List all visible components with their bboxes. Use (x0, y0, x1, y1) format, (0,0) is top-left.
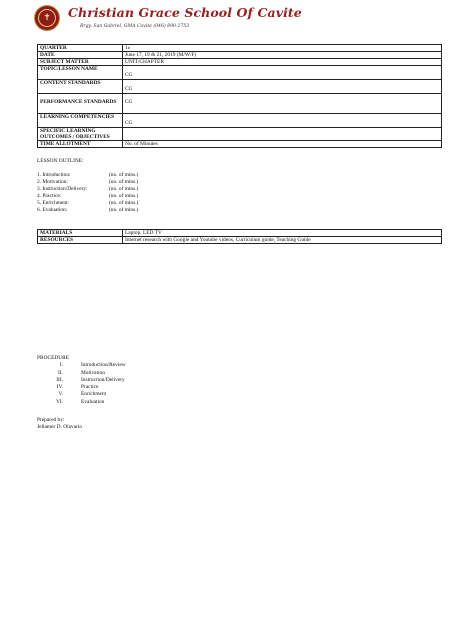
row-value-specific-outcomes (123, 128, 442, 141)
materials-value: Laptop, LED TV (123, 230, 442, 237)
outline-item-duration: (no. of mins.) (109, 207, 139, 213)
list-item (37, 377, 237, 384)
outline-item-label: 4. Practice: (37, 193, 62, 199)
procedure-number: III. (56, 376, 63, 383)
procedure-step: Practice (81, 384, 99, 391)
row-label-date: DATE (38, 52, 123, 59)
row-value-quarter (123, 45, 442, 52)
table-row (38, 237, 442, 244)
list-item (37, 179, 237, 186)
list-item (37, 391, 237, 398)
list-item (37, 384, 237, 391)
list-item (37, 362, 237, 369)
resources-value: Internet research with Google and Youtube videos, Curriculum guide, Teaching Guide (123, 237, 442, 244)
table-row (38, 52, 442, 59)
outline-item-label: 2. Motivation: (37, 179, 68, 185)
outline-item-duration: (no. of mins.) (109, 186, 139, 192)
school-name: Christian Grace School Of Cavite (68, 5, 302, 20)
table-row (38, 80, 442, 94)
procedure-number: IV. (56, 384, 63, 391)
row-value-time-allotment: No. of Minutes (123, 141, 442, 148)
procedure-step: Motivation (81, 369, 105, 376)
procedure-number: I. (59, 362, 63, 369)
row-value-performance-standards: CG (123, 94, 442, 114)
table-row (38, 94, 442, 114)
list-item (37, 370, 237, 377)
procedure-step: Enrichment (81, 391, 107, 398)
list-item (37, 172, 237, 179)
procedure-number: V. (58, 391, 63, 398)
procedure-number: II. (58, 369, 63, 376)
outline-item-duration: (no. of mins.) (109, 172, 139, 178)
row-label-topic: TOPIC/LESSON NAME (38, 66, 123, 80)
row-value-date: June 17, 19 & 21, 2019 (M/W/F) (123, 52, 442, 59)
resources-label: RESOURCES (38, 237, 123, 244)
table-row (38, 45, 442, 52)
materials-table (37, 229, 442, 244)
outline-item-duration: (no. of mins.) (109, 179, 139, 185)
row-value-content-standards: CG (123, 80, 442, 94)
outline-item-duration: (no. of mins.) (109, 200, 139, 206)
table-row (38, 141, 442, 148)
row-value-topic: CG (123, 66, 442, 80)
lesson-outline-title: LESSON OUTLINE: (37, 158, 84, 164)
row-label-subject-matter: SUBJECT MATTER (38, 59, 123, 66)
lesson-outline-list (37, 172, 237, 214)
row-label-performance-standards: PERFORMANCE STANDARDS (38, 94, 123, 114)
row-label-time-allotment: TIME ALLOTMENT (38, 141, 123, 148)
row-label-learning-competencies: LEARNING COMPETENCIES (38, 114, 123, 128)
list-item (37, 200, 237, 207)
outline-item-label: 1. Introduction: (37, 172, 71, 178)
table-row (38, 59, 442, 66)
quarter-value: 1 (125, 45, 128, 51)
procedure-step: Evaluation (81, 398, 105, 405)
outline-item-label: 5. Enrichment: (37, 200, 70, 206)
seal-inner-ring: ✝ (38, 9, 56, 27)
school-seal-icon (34, 5, 60, 31)
outline-item-duration: (no. of mins.) (109, 193, 139, 199)
procedure-step: Instruction/Delivery (81, 376, 125, 383)
prepared-by-label: Prepared by: (37, 417, 65, 423)
procedure-step: Introduction/Review (81, 362, 126, 369)
materials-label: MATERIALS (38, 230, 123, 237)
quarter-value-suffix: st (127, 46, 131, 50)
outline-item-label: 6. Evaluation: (37, 207, 68, 213)
row-label-content-standards: CONTENT STANDARDS (38, 80, 123, 94)
table-row (38, 128, 442, 141)
row-label-specific-outcomes: SPECIFIC LEARNING OUTCOMES / OBJECTIVES (38, 128, 123, 141)
list-item (37, 186, 237, 193)
procedure-number: VI. (55, 398, 63, 405)
table-row (38, 66, 442, 80)
list-item (37, 193, 237, 200)
list-item (37, 399, 237, 406)
list-item (37, 207, 237, 214)
procedure-title: PROCEDURE (37, 355, 70, 361)
lesson-info-table (37, 44, 442, 148)
school-address: Brgy. San Gabriel, GMA Cavite (046) 890-2753 (80, 24, 190, 29)
table-row (38, 114, 442, 128)
row-value-subject-matter: UNIT/CHAPTER (123, 59, 442, 66)
outline-item-label: 3. Instruction/Delivery: (37, 186, 88, 192)
table-row (38, 230, 442, 237)
row-value-learning-competencies: CG (123, 114, 442, 128)
row-label-quarter: QUARTER (38, 45, 123, 52)
prepared-by-block (37, 417, 82, 431)
procedure-section (37, 355, 237, 406)
preparer-name: Jellamer D. Olavario (37, 424, 83, 430)
